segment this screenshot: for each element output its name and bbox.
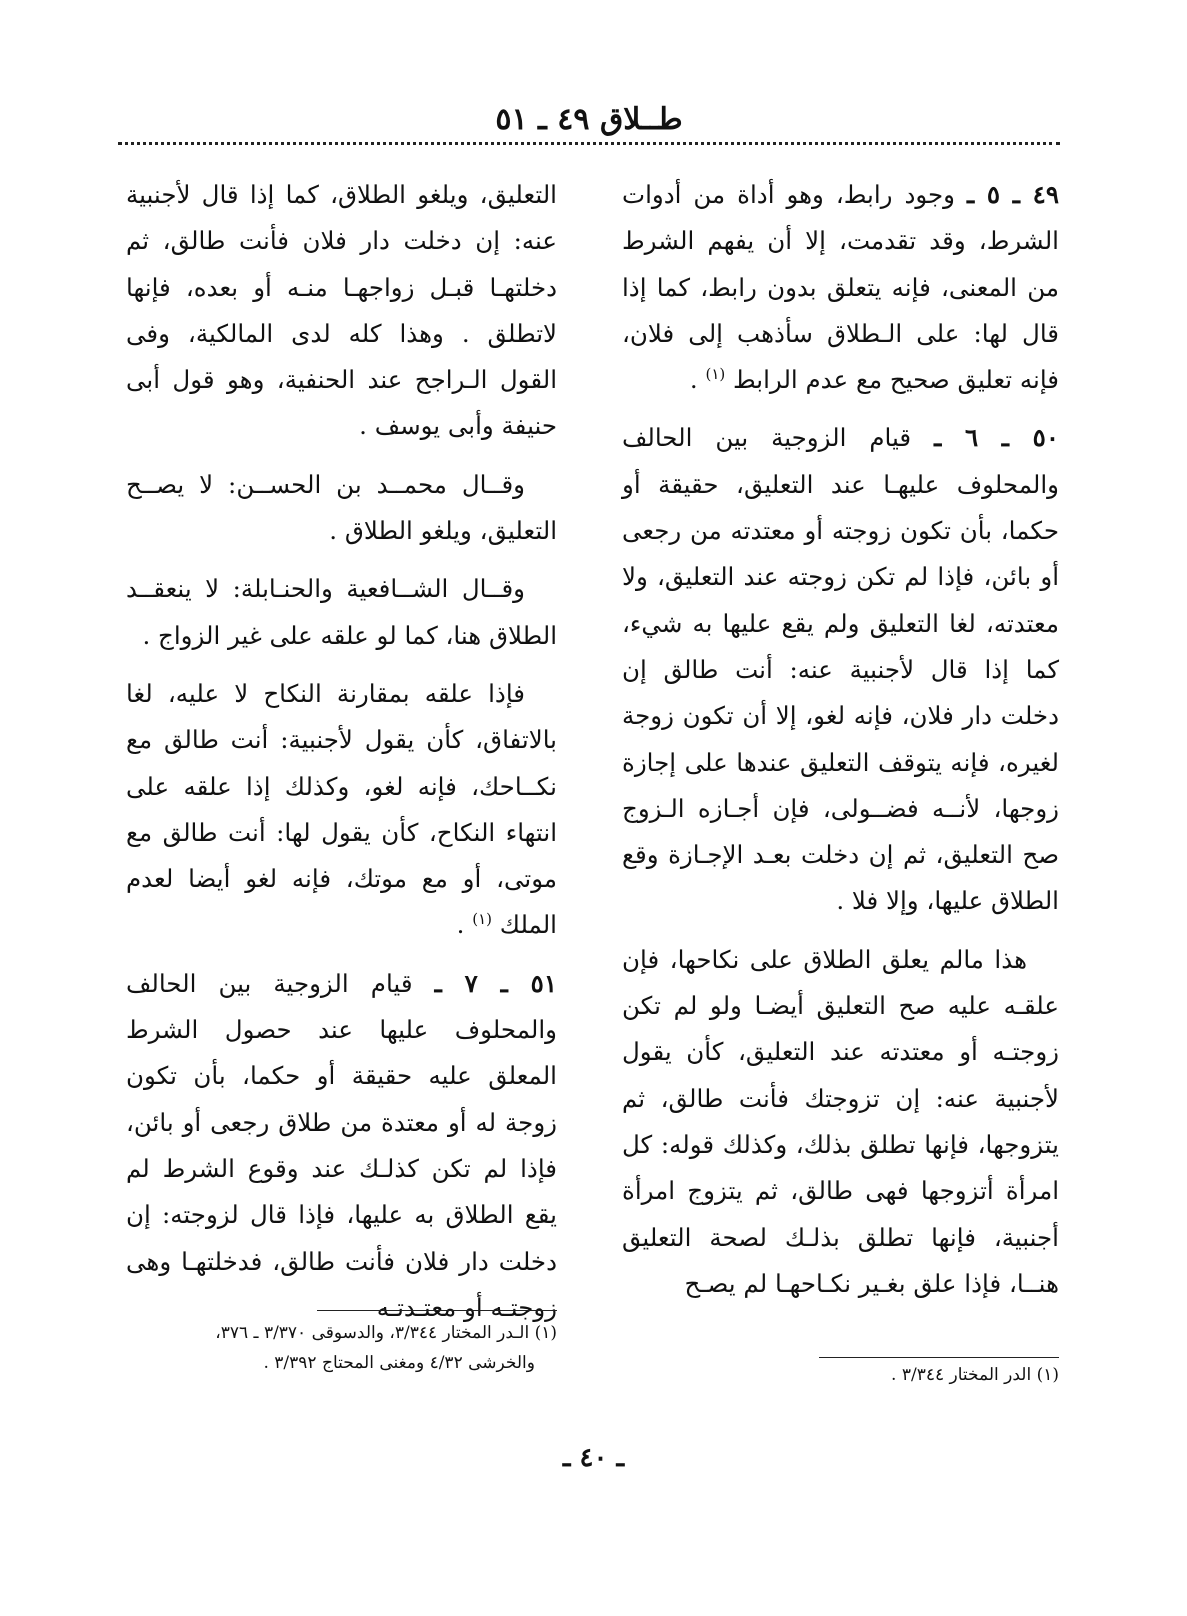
page-header: طــلاق ٤٩ ـ ٥١ bbox=[495, 102, 683, 137]
paragraph-51-text: قيام الزوجية بين الحالف والمحلوف عليها عند حصول الشرط المعلق عليه حقيقة أو حكما، بأن تكون زوجة له أو معتدة من طلاق رجعى أو بائن، فإذا لم تكن كذلـك عند وقوع الشرط لم يقع الطلاق به عليها، فإذا قال لزوجته: إن دخلت دار فلان فأنت طالق، فدخلتهـا وهى زوجتـه أو معتـدتـه bbox=[126, 968, 557, 1322]
section-number-51: ٥١ ـ ٧ ـ bbox=[434, 968, 557, 998]
paragraph-left-4-text: فإذا علقه بمقارنة النكاح لا عليه، لغا بالاتفاق، كأن يقول لأجنبية: أنت طالق مع نكــاحك، فإنه لغو، وكذلك إذا علقه على انتهاء النكاح، كأن يقول لها: أنت طالق مع موتى، أو مع موتك، فإنه لغو أيضا لعدم الملك bbox=[126, 678, 557, 940]
left-column bbox=[126, 172, 557, 1343]
footnote-left-line-2: والخرشى ٤/٣٢ ومغنى المحتاج ٣/٣٩٢ . bbox=[263, 1353, 535, 1373]
right-column bbox=[622, 172, 1059, 1319]
section-number-50: ٥٠ ـ ٦ ـ bbox=[934, 423, 1059, 453]
paragraph-left-3: وقــال الشــافعية والحنـابلة: لا ينعقــد الطلاق هنا، كما لو علقه على غير الزواج . bbox=[126, 574, 557, 650]
page-number: ـ ٤٠ ـ bbox=[562, 1443, 625, 1473]
paragraph-left-2: وقــال محمــد بن الحســن: لا يصــح التعليق، ويلغو الطلاق . bbox=[126, 469, 557, 546]
paragraph-49 bbox=[622, 172, 1059, 403]
paragraph-51 bbox=[126, 961, 557, 1331]
paragraph-49-text: وجود رابط، وهو أداة من أدوات الشرط، وقد تقدمت، إلا أن يفهم الشرط من المعنى، فإنه يتعلق بدون رابط، كما إذا قال لها: على الـطلاق سأذهب إلى فلان، فإنه تعليق صحيح مع عدم الرابط bbox=[622, 180, 1059, 395]
footnote-left bbox=[126, 1318, 557, 1378]
paragraph-49-end: . bbox=[689, 365, 698, 395]
header-dotted-rule bbox=[118, 142, 1060, 145]
footnote-left-line-1: (١) الـدر المختار ٣/٣٤٤، والدسوقى ٣/٣٧٠ ـ ٣٧٦، bbox=[215, 1323, 557, 1343]
paragraph-50 bbox=[622, 415, 1059, 924]
paragraph-50-continued: هذا مالم يعلق الطلاق على نكاحها، فإن علقـه عليه صح التعليق أيضـا ولو لم تكن زوجتـه أو معتدته عند التعليق، كأن يقول لأجنبية عنه: إن تزوجتك فأنت طالق، ثم يتزوجها، فإنها تطلق بذلك، وكذلك قوله: كل امرأة أتزوجها فهى طالق، ثم يتزوج امرأة أجنبية، فإنها تطلق بذلـك لصحة التعليق هنــا، فإذا علق بغـير نكـاحهـا لم يصـح bbox=[622, 944, 1059, 1298]
footnote-ref: (١) bbox=[472, 910, 492, 929]
section-number-49: ٤٩ ـ ٥ ـ bbox=[966, 180, 1059, 209]
paragraph-left-4 bbox=[126, 671, 557, 949]
paragraph-50-text: قيام الزوجية بين الحالف والمحلوف عليهـا عند التعليق، حقيقة أو حكما، بأن تكون زوجته أو معتدته من رجعى أو بائن، فإذا لم تكن زوجته عند التعليق، ولا معتدته، لغا التعليق ولم يقع عليها به شيء، كما إذا قال لأجنبية عنه: أنت طالق إن دخلت دار فلان، فإنه لغو، إلا أن تكون زوجة لغيره، فإنه يتوقف التعليق عندها على إجازة زوجها، لأنــه فضــولى، فإن أجـازه الـزوج صح التعليق، ثم إن دخلت بعـد الإجـازة وقع الطلاق عليها، وإلا فلا . bbox=[622, 423, 1059, 916]
paragraph-left-1: التعليق، ويلغو الطلاق، كما إذا قال لأجنبية عنه: إن دخلت دار فلان فأنت طالق، ثم دخلتهـا قبـل زواجهـا منـه أو بعده، فإنها لاتطلق . وهذا كله لدى المالكية، وفى القول الـراجح عند الحنفية، وهو قول أبى حنيفة وأبى يوسف . bbox=[126, 180, 557, 441]
footnote-ref: (١) bbox=[705, 365, 726, 384]
footnote-right: (١) الدر المختار ٣/٣٤٤ . bbox=[891, 1365, 1059, 1385]
footnote-rule-right bbox=[819, 1357, 1059, 1358]
footnote-rule-left bbox=[317, 1310, 557, 1311]
paragraph-left-4-end: . bbox=[456, 910, 465, 940]
